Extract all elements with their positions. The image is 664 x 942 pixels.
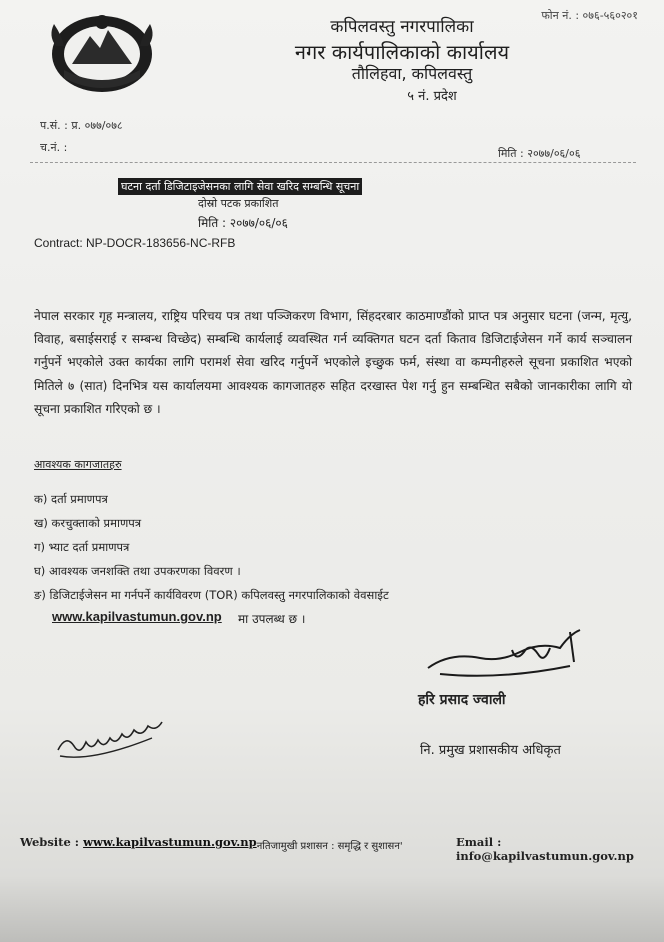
province: ५ नं. प्रदेश xyxy=(407,89,457,104)
office-address: तौलिहवा, कपिलवस्तु xyxy=(351,64,473,83)
requirement-item: घ) आवश्यक जनशक्ति तथा उपकरणका विवरण । xyxy=(34,564,241,578)
chalani-number: च.नं. : xyxy=(40,141,68,154)
requirement-item: ग) भ्याट दर्ता प्रमाणपत्र xyxy=(34,540,130,554)
email-address[interactable]: info@kapilvastumun.gov.np xyxy=(456,849,634,863)
phone-number: फोन नं. : ०७६-५६०२०१ xyxy=(541,9,638,22)
requirement-item: क) दर्ता प्रमाणपत्र xyxy=(34,492,108,506)
contract-number: Contract: NP-DOCR-183656-NC-RFB xyxy=(34,236,236,250)
email-label: Email : xyxy=(456,835,502,849)
signature-mark xyxy=(420,622,595,684)
footer-website xyxy=(20,835,257,849)
website-link[interactable]: www.kapilvastumun.gov.np xyxy=(83,835,257,849)
notice-subtitle: दोस्रो पटक प्रकाशित xyxy=(198,197,279,210)
website-label: Website : xyxy=(20,835,80,849)
footer-motto: 'नतिजामुखी प्रशासन : समृद्धि र सुशासन' xyxy=(254,841,403,852)
header-divider xyxy=(30,162,636,163)
handwritten-initial-mark xyxy=(52,712,172,764)
office-name: नगर कार्यपालिकाको कार्यालय xyxy=(294,40,510,64)
letter-date: मिति : २०७७/०६/०६ xyxy=(498,147,581,160)
signatory-title: नि. प्रमुख प्रशासकीय अधिकृत xyxy=(420,743,561,758)
signatory-name: हरि प्रसाद ज्वाली xyxy=(418,692,506,708)
notice-date: मिति : २०७७/०६/०६ xyxy=(198,216,288,230)
notice-body: नेपाल सरकार गृह मन्त्रालय, राष्ट्रिय परिचय पत्र तथा पञ्जिकरण विभाग, सिंहदरबार काठमाण्डौंको प्राप्त पत्र अनुसार घटना (जन्म, मृत्यु, विवाह, बसाईसराई र सम्बन्ध विच्छेद) सम्बन्धि कार्यलाई व्यवस्थित गर्न व्यक्तिगत घटन दर्ता किताव डिजिटाईजेसन गर्ने कार्य सञ्चालन गर्नुपर्ने भएकोले उक्त कार्यका लागि परामर्श सेवा खरिद गर्नुपर्ने भएकोले इच्छुक फर्म, संस्था वा कम्पनीहरुले सूचना प्रकाशित भएको मितिले ७ (सात) दिनभित्र यस कार्यालयमा आवश्यक कागजातहरु सहित दरखास्त पेश गर्नु हुन सम्बन्धित सबैको जानकारीका लागि यो सूचना प्रकाशित गरिएको छ । xyxy=(34,309,632,416)
requirement-item: ङ) डिजिटाईजेसन मा गर्नपर्ने कार्यविवरण (TOR) कपिलवस्तु नगरपालिकाको वेवसाईट xyxy=(34,588,389,602)
requirement-item: ख) करचुक्ताको प्रमाणपत्र xyxy=(34,516,142,530)
requirements-heading: आवश्यक कागजातहरु xyxy=(34,458,122,471)
tor-website-link[interactable]: www.kapilvastumun.gov.np xyxy=(52,609,222,624)
footer-email xyxy=(456,835,664,863)
notice-title: घटना दर्ता डिजिटाइजेसनका लागि सेवा खरिद सम्बन्धि सूचना xyxy=(118,178,362,195)
link-suffix: मा उपलब्ध छ । xyxy=(238,612,306,626)
municipality-name: कपिलवस्तु नगरपालिका xyxy=(330,17,474,37)
patra-sankhya: प.सं. : प्र. ०७७/०७८ xyxy=(40,119,123,132)
